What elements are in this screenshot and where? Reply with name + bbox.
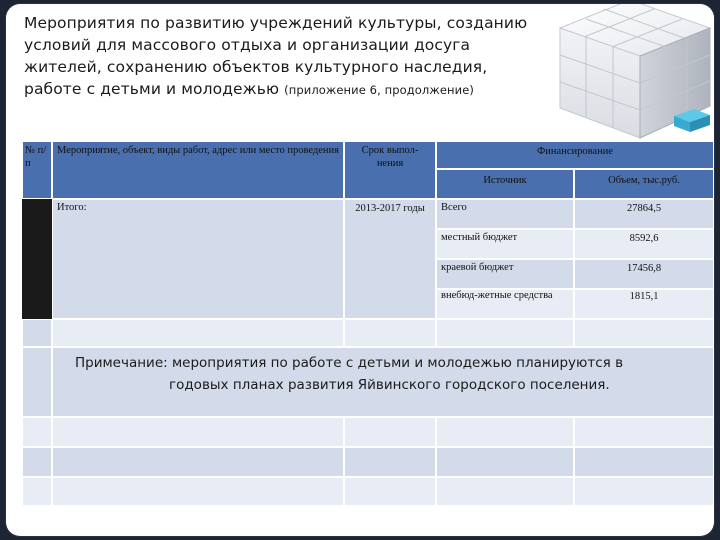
total-term: 2013-2017 годы bbox=[355, 203, 425, 214]
table-row bbox=[436, 199, 574, 229]
header-source: Источник bbox=[436, 169, 574, 199]
empty-cell bbox=[574, 477, 714, 506]
title-note: (приложение 6, продолжение) bbox=[284, 83, 474, 97]
table-row bbox=[574, 289, 714, 319]
header-event: Мероприятие, объект, виды работ, адрес или место проведения bbox=[52, 141, 344, 199]
financing-table bbox=[22, 141, 714, 506]
volume-cell: 27864,5 bbox=[626, 203, 662, 214]
cube-decoration-icon bbox=[542, 4, 714, 148]
slide bbox=[6, 4, 714, 536]
total-label: Итого: bbox=[57, 202, 87, 213]
empty-cell bbox=[344, 319, 436, 347]
note-line-1: Примечание: мероприятия по работе с детьми и молодежью планируются в bbox=[75, 355, 624, 371]
table-row bbox=[436, 289, 574, 319]
table-row bbox=[574, 259, 714, 289]
empty-cell bbox=[436, 477, 574, 506]
total-term-cell bbox=[344, 199, 436, 319]
header-financing: Финансирование bbox=[436, 141, 714, 169]
empty-cell bbox=[574, 447, 714, 477]
total-label-cell bbox=[52, 199, 344, 319]
table-row bbox=[436, 259, 574, 289]
source-cell: Всего bbox=[441, 202, 467, 213]
empty-cell bbox=[436, 447, 574, 477]
header-num: № п/ п bbox=[22, 141, 52, 199]
source-cell: краевой бюджет bbox=[441, 262, 514, 273]
empty-cell bbox=[436, 319, 574, 347]
empty-cell bbox=[22, 477, 52, 506]
empty-cell bbox=[22, 347, 52, 417]
volume-cell: 17456,8 bbox=[626, 263, 662, 274]
empty-cell bbox=[436, 417, 574, 447]
source-cell: местный бюджет bbox=[441, 232, 518, 243]
table-row bbox=[436, 229, 574, 259]
empty-cell bbox=[52, 319, 344, 347]
empty-cell bbox=[344, 447, 436, 477]
empty-cell bbox=[52, 447, 344, 477]
source-cell: внебюд-жетные средства bbox=[441, 290, 553, 301]
slide-title bbox=[24, 12, 544, 101]
empty-cell bbox=[574, 319, 714, 347]
header-volume: Объем, тыс.руб. bbox=[574, 169, 714, 199]
empty-cell bbox=[52, 417, 344, 447]
volume-cell: 8592,6 bbox=[629, 233, 659, 244]
note-line-2: годовых планах развития Яйвинского городского поселения. bbox=[169, 377, 610, 393]
empty-cell bbox=[22, 319, 52, 347]
empty-cell bbox=[22, 417, 52, 447]
volume-cell: 1815,1 bbox=[629, 291, 659, 302]
empty-cell bbox=[344, 417, 436, 447]
table-row bbox=[574, 199, 714, 229]
title-text: Мероприятия по развитию учреждений культуры, созданию условий для массового отдыха и организации досуга жителей, сохранению объектов культурного наследия, работе с детьми и молодежью bbox=[24, 14, 528, 98]
header-term: Срок выпол-нения bbox=[344, 141, 436, 199]
note-cell bbox=[52, 347, 714, 417]
empty-cell bbox=[52, 477, 344, 506]
empty-cell bbox=[574, 417, 714, 447]
empty-cell bbox=[344, 477, 436, 506]
empty-cell bbox=[22, 447, 52, 477]
table-row bbox=[574, 229, 714, 259]
